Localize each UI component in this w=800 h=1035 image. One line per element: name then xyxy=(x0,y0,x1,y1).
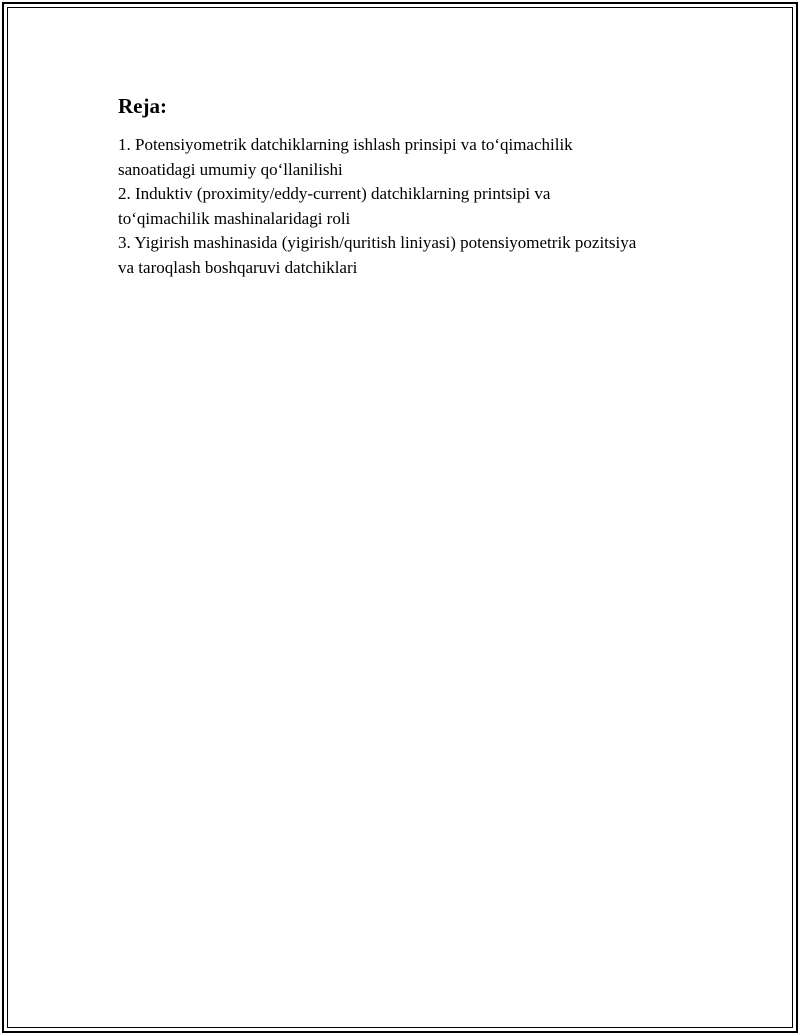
page-content xyxy=(118,93,698,280)
plan-item-3-line2: va taroqlash boshqaruvi datchiklari xyxy=(118,257,358,277)
plan-item-3-line1: 3. Yigirish mashinasida (yigirish/quritish liniyasi) potensiyometrik pozitsiya xyxy=(118,233,637,252)
plan-item-1-line1: 1. Potensiyometrik datchiklarning ishlash prinsipi va to‘qimachilik xyxy=(118,135,573,154)
plan-item-1-line2: sanoatidagi umumiy qo‘llanilishi xyxy=(118,159,343,179)
plan-item-2-line1: 2. Induktiv (proximity/eddy-current) datchiklarning printsipi va xyxy=(118,184,551,203)
plan-item-1 xyxy=(118,133,698,182)
plan-item-3 xyxy=(118,231,698,280)
plan-item-2 xyxy=(118,182,698,231)
plan-heading: Reja: xyxy=(118,94,167,118)
plan-list xyxy=(118,133,698,280)
plan-item-2-line2: to‘qimachilik mashinalaridagi roli xyxy=(118,208,351,228)
